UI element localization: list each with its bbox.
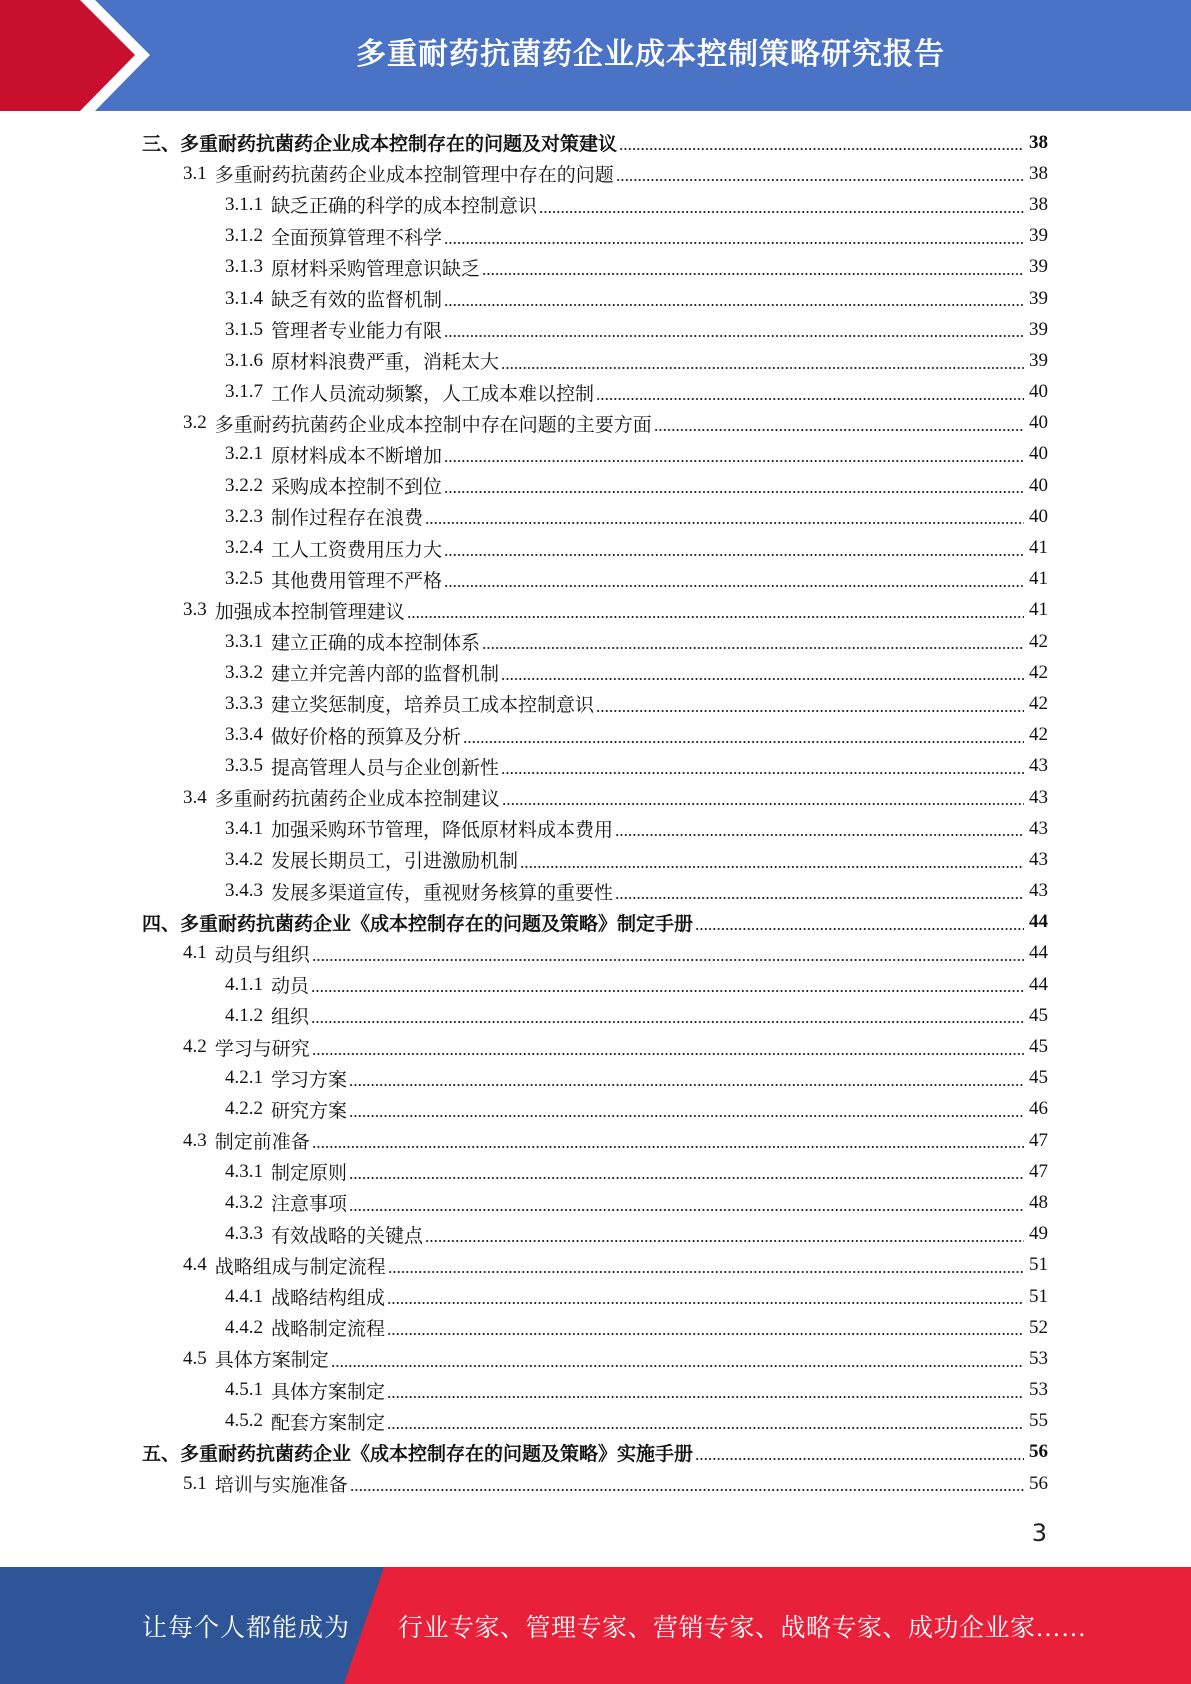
toc-entry-title: 提高管理人员与企业创新性	[271, 757, 500, 779]
toc-entry-title: 制作过程存在浪费	[271, 508, 424, 530]
toc-entry-title: 建立正确的成本控制体系	[271, 633, 481, 655]
toc-entry[interactable]	[142, 532, 1048, 563]
toc-entry-number: 3.2.1	[225, 443, 263, 465]
toc-dot-leader	[444, 334, 1024, 338]
toc-entry[interactable]	[142, 501, 1048, 532]
toc-entry-title: 原材料成本不断增加	[271, 445, 443, 467]
toc-entry-number: 4.4	[183, 1254, 207, 1276]
toc-entry-title: 有效战略的关键点	[271, 1225, 424, 1247]
toc-entry-title: 加强采购环节管理，降低原材料成本费用	[271, 820, 614, 842]
toc-entry-number: 4.5	[183, 1347, 207, 1369]
toc-entry-page: 40	[1029, 443, 1048, 465]
toc-entry[interactable]	[142, 377, 1048, 408]
toc-entry-number: 3.1.7	[225, 381, 263, 403]
toc-entry-page: 51	[1029, 1254, 1048, 1276]
toc-entry-page: 53	[1029, 1347, 1048, 1369]
toc-dot-leader	[311, 1020, 1024, 1024]
toc-entry-number: 4.4.2	[225, 1316, 263, 1338]
toc-entry[interactable]	[142, 564, 1048, 595]
toc-entry-title: 缺乏有效的监督机制	[271, 290, 443, 312]
toc-entry[interactable]	[142, 657, 1048, 688]
toc-entry-number: 3.2.5	[225, 568, 263, 590]
toc-entry[interactable]	[142, 1375, 1048, 1406]
toc-entry-page: 40	[1029, 505, 1048, 527]
toc-dot-leader	[444, 459, 1024, 463]
toc-entry-title: 五、多重耐药抗菌药企业《成本控制存在的问题及策略》实施手册	[142, 1443, 694, 1465]
toc-entry-title: 全面预算管理不科学	[271, 227, 443, 249]
toc-dot-leader	[615, 833, 1024, 837]
toc-entry-number: 3.4.2	[225, 848, 263, 870]
toc-entry[interactable]	[142, 252, 1048, 283]
toc-entry[interactable]	[142, 907, 1048, 938]
toc-entry-number: 4.2.2	[225, 1098, 263, 1120]
toc-dot-leader	[387, 1395, 1024, 1399]
toc-dot-leader	[596, 397, 1024, 401]
toc-entry-page: 56	[1029, 1472, 1048, 1494]
toc-entry-title: 制定前准备	[214, 1132, 310, 1154]
toc-entry-page: 43	[1029, 848, 1048, 870]
toc-entry[interactable]	[142, 595, 1048, 626]
toc-entry-number: 4.3.2	[225, 1191, 263, 1213]
toc-entry-page: 40	[1029, 381, 1048, 403]
toc-entry-title: 建立并完善内部的监督机制	[271, 664, 500, 686]
toc-entry-number: 3.4.3	[225, 880, 263, 902]
toc-dot-leader	[425, 1239, 1024, 1243]
toc-entry-number: 5.1	[183, 1472, 207, 1494]
toc-entry-number: 3.3.3	[225, 692, 263, 714]
table-of-contents	[142, 127, 1048, 1499]
page-number: 3	[1031, 1519, 1047, 1547]
toc-entry-number: 3.1.2	[225, 225, 263, 247]
toc-dot-leader	[502, 802, 1024, 806]
toc-entry[interactable]	[142, 626, 1048, 657]
toc-entry-page: 52	[1029, 1316, 1048, 1338]
toc-dot-leader	[388, 1270, 1024, 1274]
toc-entry-page: 47	[1029, 1129, 1048, 1151]
toc-entry-page: 42	[1029, 661, 1048, 683]
toc-entry[interactable]	[142, 314, 1048, 345]
footer-slogan-right: 行业专家、管理专家、营销专家、战略专家、成功企业家……	[398, 1614, 1087, 1642]
toc-entry-title: 加强成本控制管理建议	[214, 601, 405, 623]
toc-dot-leader	[596, 709, 1024, 713]
toc-entry-page: 48	[1029, 1191, 1048, 1213]
toc-dot-leader	[350, 1488, 1024, 1492]
toc-entry[interactable]	[142, 751, 1048, 782]
toc-entry[interactable]	[142, 1187, 1048, 1218]
toc-entry[interactable]	[142, 813, 1048, 844]
toc-entry-page: 38	[1029, 162, 1048, 184]
toc-dot-leader	[444, 241, 1024, 245]
toc-entry-page: 42	[1029, 630, 1048, 652]
toc-entry-page: 38	[1029, 193, 1048, 215]
toc-dot-leader	[444, 553, 1024, 557]
document-title: 多重耐药抗菌药企业成本控制策略研究报告	[356, 36, 945, 72]
page-footer	[0, 1567, 1191, 1684]
toc-entry-page: 40	[1029, 412, 1048, 434]
toc-entry[interactable]	[142, 969, 1048, 1000]
toc-entry[interactable]	[142, 1031, 1048, 1062]
toc-dot-leader	[331, 1364, 1024, 1368]
toc-entry[interactable]	[142, 938, 1048, 969]
toc-entry-number: 3.3	[183, 599, 207, 621]
toc-dot-leader	[444, 303, 1024, 307]
toc-entry-title: 发展长期员工，引进激励机制	[271, 851, 519, 873]
toc-entry-number: 4.3.1	[225, 1160, 263, 1182]
toc-entry-title: 做好价格的预算及分析	[271, 726, 462, 748]
toc-entry-page: 49	[1029, 1223, 1048, 1245]
toc-entry-title: 多重耐药抗菌药企业成本控制管理中存在的问题	[214, 165, 614, 187]
toc-entry-title: 学习与研究	[214, 1038, 310, 1060]
toc-entry-title: 发展多渠道宣传，重视财务核算的重要性	[271, 882, 614, 904]
toc-entry-number: 3.2.2	[225, 474, 263, 496]
toc-entry-number: 4.2	[183, 1036, 207, 1058]
toc-entry-title: 多重耐药抗菌药企业成本控制中存在问题的主要方面	[214, 414, 652, 436]
toc-entry-page: 44	[1029, 942, 1048, 964]
toc-entry-page: 41	[1029, 599, 1048, 621]
toc-entry[interactable]	[142, 844, 1048, 875]
toc-dot-leader	[312, 958, 1024, 962]
toc-entry-page: 46	[1029, 1098, 1048, 1120]
toc-entry-page: 42	[1029, 692, 1048, 714]
toc-dot-leader	[695, 927, 1024, 931]
toc-entry[interactable]	[142, 439, 1048, 470]
header-red-arrow	[0, 0, 135, 111]
toc-entry-number: 4.4.1	[225, 1285, 263, 1307]
toc-entry[interactable]	[142, 1000, 1048, 1031]
toc-entry-page: 47	[1029, 1160, 1048, 1182]
toc-dot-leader	[312, 1145, 1024, 1149]
toc-dot-leader	[463, 740, 1024, 744]
toc-dot-leader	[619, 147, 1024, 151]
toc-dot-leader	[425, 521, 1024, 525]
toc-entry-number: 3.3.5	[225, 755, 263, 777]
toc-entry[interactable]	[142, 688, 1048, 719]
toc-entry-number: 3.4.1	[225, 817, 263, 839]
toc-entry-page: 45	[1029, 1067, 1048, 1089]
page-header	[0, 0, 1191, 111]
toc-entry-page: 55	[1029, 1410, 1048, 1432]
toc-dot-leader	[349, 1208, 1024, 1212]
toc-dot-leader	[616, 178, 1024, 182]
toc-entry-title: 三、多重耐药抗菌药企业成本控制存在的问题及对策建议	[142, 134, 618, 156]
toc-entry-page: 56	[1029, 1441, 1048, 1463]
toc-dot-leader	[539, 210, 1024, 214]
toc-entry[interactable]	[142, 1468, 1048, 1499]
toc-entry-page: 41	[1029, 537, 1048, 559]
toc-dot-leader	[387, 1301, 1024, 1305]
toc-entry[interactable]	[142, 1250, 1048, 1281]
toc-entry[interactable]	[142, 345, 1048, 376]
toc-entry-number: 3.2	[183, 412, 207, 434]
toc-entry[interactable]	[142, 408, 1048, 439]
footer-slogan-left: 让每个人都能成为	[142, 1614, 351, 1642]
toc-entry[interactable]	[142, 221, 1048, 252]
toc-entry-title: 组织	[271, 1007, 310, 1029]
toc-entry-number: 3.1.5	[225, 318, 263, 340]
toc-dot-leader	[349, 1083, 1024, 1087]
toc-entry-number: 3.1.6	[225, 349, 263, 371]
toc-entry-title: 战略制定流程	[271, 1319, 386, 1341]
toc-dot-leader	[501, 771, 1024, 775]
toc-entry-number: 4.3.3	[225, 1223, 263, 1245]
toc-entry[interactable]	[142, 1281, 1048, 1312]
toc-entry-page: 39	[1029, 318, 1048, 340]
toc-entry-number: 4.1.2	[225, 1004, 263, 1026]
toc-dot-leader	[387, 1332, 1024, 1336]
toc-entry-title: 动员	[271, 976, 310, 998]
toc-entry-title: 研究方案	[271, 1100, 348, 1122]
toc-entry-title: 具体方案制定	[271, 1381, 386, 1403]
toc-entry[interactable]	[142, 1156, 1048, 1187]
toc-entry-title: 配套方案制定	[271, 1412, 386, 1434]
toc-entry-page: 45	[1029, 1004, 1048, 1026]
toc-entry-page: 43	[1029, 880, 1048, 902]
toc-entry-title: 动员与组织	[214, 944, 310, 966]
toc-entry[interactable]	[142, 720, 1048, 751]
toc-entry-page: 38	[1029, 131, 1048, 153]
toc-entry-page: 44	[1029, 911, 1048, 933]
toc-entry[interactable]	[142, 470, 1048, 501]
toc-dot-leader	[482, 272, 1024, 276]
toc-entry-title: 其他费用管理不严格	[271, 570, 443, 592]
toc-entry-page: 43	[1029, 755, 1048, 777]
toc-dot-leader	[407, 615, 1024, 619]
toc-entry[interactable]	[142, 1219, 1048, 1250]
toc-entry[interactable]	[142, 189, 1048, 220]
toc-dot-leader	[654, 428, 1024, 432]
toc-entry-number: 3.1.3	[225, 256, 263, 278]
toc-entry-title: 制定原则	[271, 1163, 348, 1185]
toc-dot-leader	[520, 865, 1024, 869]
toc-entry[interactable]	[142, 158, 1048, 189]
toc-dot-leader	[311, 989, 1024, 993]
toc-dot-leader	[349, 1176, 1024, 1180]
toc-entry-title: 工人工资费用压力大	[271, 539, 443, 561]
toc-entry-number: 3.2.4	[225, 537, 263, 559]
toc-entry-title: 学习方案	[271, 1069, 348, 1091]
toc-entry-title: 培训与实施准备	[214, 1475, 348, 1497]
toc-entry[interactable]	[142, 1063, 1048, 1094]
toc-entry-number: 3.2.3	[225, 505, 263, 527]
toc-entry-number: 4.2.1	[225, 1067, 263, 1089]
toc-entry-title: 原材料采购管理意识缺乏	[271, 258, 481, 280]
toc-entry-page: 39	[1029, 256, 1048, 278]
toc-dot-leader	[349, 1114, 1024, 1118]
toc-entry-page: 42	[1029, 724, 1048, 746]
toc-entry-number: 3.3.4	[225, 724, 263, 746]
toc-entry[interactable]	[142, 1312, 1048, 1343]
toc-entry[interactable]	[142, 283, 1048, 314]
toc-entry-number: 3.4	[183, 786, 207, 808]
toc-entry-page: 43	[1029, 786, 1048, 808]
toc-entry-page: 51	[1029, 1285, 1048, 1307]
toc-entry-title: 注意事项	[271, 1194, 348, 1216]
toc-entry-number: 4.5.1	[225, 1379, 263, 1401]
toc-entry-page: 43	[1029, 817, 1048, 839]
toc-entry-number: 3.1	[183, 162, 207, 184]
toc-dot-leader	[444, 490, 1024, 494]
toc-dot-leader	[695, 1457, 1024, 1461]
toc-dot-leader	[501, 366, 1024, 370]
toc-entry-page: 45	[1029, 1036, 1048, 1058]
toc-entry-title: 工作人员流动频繁，人工成本难以控制	[271, 383, 595, 405]
toc-entry[interactable]	[142, 782, 1048, 813]
toc-entry-title: 缺乏正确的科学的成本控制意识	[271, 196, 538, 218]
toc-entry-page: 39	[1029, 225, 1048, 247]
toc-entry-page: 41	[1029, 568, 1048, 590]
toc-dot-leader	[444, 584, 1024, 588]
toc-entry-number: 4.3	[183, 1129, 207, 1151]
toc-entry[interactable]	[142, 127, 1048, 158]
toc-dot-leader	[312, 1052, 1024, 1056]
toc-entry-page: 40	[1029, 474, 1048, 496]
toc-entry-page: 44	[1029, 973, 1048, 995]
toc-entry-page: 53	[1029, 1379, 1048, 1401]
toc-entry-title: 原材料浪费严重，消耗太大	[271, 352, 500, 374]
toc-entry-title: 具体方案制定	[214, 1350, 329, 1372]
toc-dot-leader	[482, 646, 1024, 650]
toc-entry-title: 战略组成与制定流程	[214, 1256, 386, 1278]
toc-entry-title: 采购成本控制不到位	[271, 477, 443, 499]
toc-dot-leader	[615, 896, 1024, 900]
toc-entry[interactable]	[142, 1343, 1048, 1374]
toc-dot-leader	[387, 1426, 1024, 1430]
toc-entry[interactable]	[142, 1437, 1048, 1468]
toc-entry-number: 3.1.4	[225, 287, 263, 309]
toc-entry-number: 3.1.1	[225, 193, 263, 215]
toc-entry-title: 战略结构组成	[271, 1288, 386, 1310]
toc-entry[interactable]	[142, 1406, 1048, 1437]
toc-entry-number: 4.1	[183, 942, 207, 964]
toc-entry-title: 建立奖惩制度，培养员工成本控制意识	[271, 695, 595, 717]
toc-entry-title: 管理者专业能力有限	[271, 321, 443, 343]
toc-dot-leader	[501, 677, 1024, 681]
toc-entry[interactable]	[142, 876, 1048, 907]
toc-entry[interactable]	[142, 1125, 1048, 1156]
toc-entry-title: 四、多重耐药抗菌药企业《成本控制存在的问题及策略》制定手册	[142, 913, 694, 935]
toc-entry-page: 39	[1029, 287, 1048, 309]
toc-entry-title: 多重耐药抗菌药企业成本控制建议	[214, 789, 500, 811]
toc-entry-number: 3.3.1	[225, 630, 263, 652]
toc-entry-number: 4.5.2	[225, 1410, 263, 1432]
toc-entry[interactable]	[142, 1094, 1048, 1125]
toc-entry-page: 39	[1029, 349, 1048, 371]
toc-entry-number: 3.3.2	[225, 661, 263, 683]
toc-entry-number: 4.1.1	[225, 973, 263, 995]
